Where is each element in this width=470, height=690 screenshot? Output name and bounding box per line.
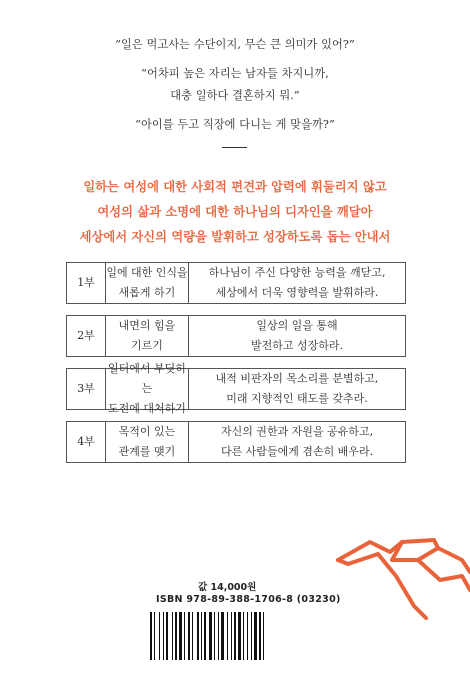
part-title-line: 목적이 있는 [118, 425, 176, 438]
barcode-bar [166, 612, 168, 660]
isbn-label: ISBN 978-89-388-1706-8 (03230) [156, 594, 341, 605]
part-title-line: 새롭게 하기 [118, 286, 176, 299]
barcode-bar [172, 612, 173, 660]
part-description [189, 369, 405, 409]
part-desc-line: 자신의 권한과 자원을 공유하고, [220, 425, 374, 438]
quote-3: “아이를 두고 직장에 다니는 게 맞을까?” [135, 118, 335, 131]
barcode-bar [238, 612, 241, 660]
barcode-bar [184, 612, 185, 660]
parts-table [66, 262, 406, 474]
barcode-bar [231, 612, 232, 660]
barcode-bar [197, 612, 199, 660]
barcode-bar [254, 612, 257, 660]
part-number: 3부 [67, 369, 106, 409]
barcode-bar [227, 612, 228, 660]
part-desc-line: 하나님이 주신 다양한 능력을 깨닫고, [208, 266, 386, 279]
barcode-bar [204, 612, 206, 660]
part-number: 4부 [67, 422, 106, 462]
barcode-bar [179, 612, 182, 660]
part-desc-line: 일상의 일을 통해 [256, 319, 338, 332]
part-row-2 [66, 315, 406, 357]
quote-block [0, 34, 470, 136]
part-desc-line: 발전하고 성장하라. [250, 339, 343, 352]
quote-2-line-1: “어차피 높은 자리는 남자들 차지니까, [141, 67, 329, 80]
barcode-bar [263, 612, 264, 660]
barcode-bar [201, 612, 202, 660]
part-row-1 [66, 262, 406, 304]
part-description [189, 263, 405, 303]
barcode-bar [163, 612, 164, 660]
barcode-bar [192, 612, 193, 660]
barcode-bar [259, 612, 261, 660]
part-title-line: 내면의 힘을 [118, 319, 176, 332]
barcode-bar [221, 612, 224, 660]
part-title-line: 일에 대한 인식을 [106, 266, 188, 279]
barcode-bar [214, 612, 215, 660]
summary-line-1: 일하는 여성에 대한 사회적 편견과 압력에 휘둘리지 않고 [83, 180, 387, 194]
barcode-bar [150, 612, 152, 660]
part-row-3 [66, 362, 406, 415]
part-title-line: 도전에 대처하기 [108, 402, 186, 415]
barcode-bar [247, 612, 248, 660]
part-number: 2부 [67, 316, 106, 356]
quote-1: “일은 먹고사는 수단이지, 무슨 큰 의미가 있어?” [115, 38, 355, 51]
quote-2-line-2: 대충 일하다 결혼하지 뭐.” [170, 89, 300, 102]
barcode-bar [159, 612, 160, 660]
part-title [106, 362, 189, 415]
part-row-4 [66, 421, 406, 463]
part-title [106, 316, 189, 356]
barcode-bar [218, 612, 219, 660]
part-title-line: 기르기 [131, 339, 163, 352]
barcode [148, 612, 324, 662]
line-art-illustration [330, 520, 470, 630]
summary-highlight [0, 175, 470, 250]
part-desc-line: 미래 지향적인 태도를 갖추라. [226, 392, 368, 405]
part-title [106, 263, 189, 303]
barcode-bar [251, 612, 252, 660]
barcode-bar [188, 612, 190, 660]
part-desc-line: 세상에서 더욱 영향력을 발휘하라. [215, 286, 379, 299]
part-number: 1부 [67, 263, 106, 303]
divider-rule [222, 147, 247, 148]
barcode-bar [154, 612, 155, 660]
part-title-line: 관계를 맺기 [118, 445, 176, 458]
barcode-bar [234, 612, 236, 660]
summary-line-2: 여성의 삶과 소명에 대한 하나님의 디자인을 깨달아 [97, 205, 373, 219]
price-label: 값 14,000원 [198, 582, 257, 593]
summary-line-3: 세상에서 자신의 역량을 발휘하고 성장하도록 돕는 안내서 [79, 230, 391, 244]
part-title [106, 422, 189, 462]
part-title-line: 일터에서 부딪히는 [108, 362, 186, 395]
barcode-bar [209, 612, 212, 660]
part-desc-line: 다른 사람들에게 겸손히 배우라. [220, 445, 374, 458]
part-desc-line: 내적 비판자의 목소리를 분별하고, [215, 372, 379, 385]
part-description [189, 316, 405, 356]
barcode-bar [175, 612, 177, 660]
part-description [189, 422, 405, 462]
barcode-bar [243, 612, 244, 660]
